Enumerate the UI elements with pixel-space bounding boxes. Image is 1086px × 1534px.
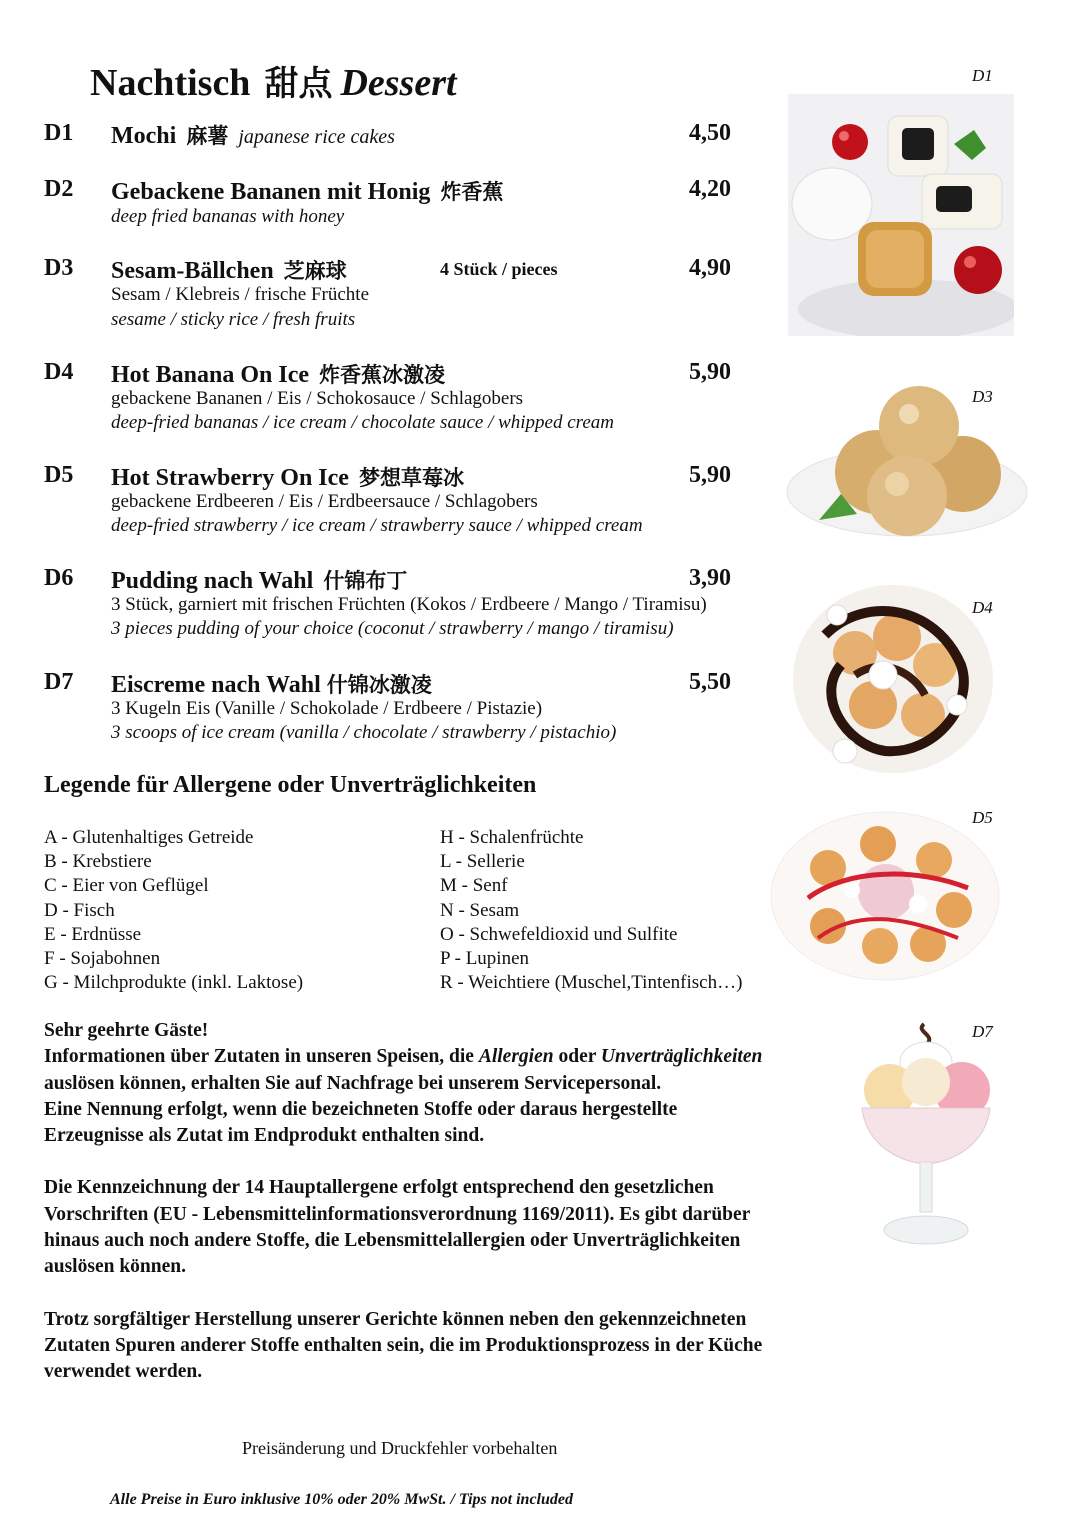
menu-item-d3 [44, 255, 764, 335]
mochi-photo [788, 94, 1014, 336]
disclaimer: Preisänderung und Druckfehler vorbehalten [242, 1438, 558, 1458]
title-de: Nachtisch [90, 62, 251, 104]
notice-paragraph-3: Trotz sorgfältiger Herstellung unserer Gerichte können neben den gekennzeichneten Zutaten Spuren anderer Stoffe enthalten sein, die im Produktionsprozess in der Küche verwendet werden. [44, 1308, 763, 1383]
item-price: 5,90 [689, 462, 731, 488]
menu-item-d2 [44, 176, 764, 236]
title-en: Dessert [340, 62, 457, 104]
photo-label-d5: D5 [972, 808, 993, 827]
item-desc-de: gebackene Bananen / Eis / Schokosauce / Schlagobers [111, 388, 524, 409]
item-code: D5 [44, 462, 74, 488]
item-name-cn: 梦想草莓冰 [358, 466, 464, 490]
item-code: D7 [44, 669, 74, 695]
legend-entry: N - Sesam [440, 899, 520, 921]
title-cn: 甜点 [264, 64, 333, 104]
legend-entry: B - Krebstiere [44, 851, 152, 873]
item-name [111, 120, 395, 150]
item-quantity: 4 Stück / pieces [440, 259, 558, 279]
notice-greeting: Sehr geehrte Gäste! [44, 1020, 209, 1041]
item-desc-de: Sesam / Klebreis / frische Früchte [111, 284, 370, 305]
legend-entry: R - Weichtiere (Muschel,Tintenfisch…) [440, 972, 743, 994]
item-price: 5,90 [689, 359, 731, 385]
item-name [111, 359, 445, 389]
ice-cream-sundae-photo [854, 1012, 999, 1252]
item-code: D2 [44, 176, 74, 202]
item-name-de: Hot Banana On Ice [111, 362, 310, 388]
legend-title: Legende für Allergene oder Unverträglichkeiten [44, 772, 537, 798]
item-desc-en: deep-fried strawberry / ice cream / strawberry sauce / whipped cream [111, 515, 643, 536]
item-desc-de: 3 Stück, garniert mit frischen Früchten (Kokos / Erdbeere / Mango / Tiramisu) [111, 594, 707, 615]
item-name-cn: 炸香蕉冰激凌 [319, 363, 446, 387]
item-name-de: Eiscreme nach Wahl [111, 672, 321, 698]
item-name-cn: 炸香蕉 [440, 180, 504, 204]
item-price: 4,20 [689, 176, 731, 202]
item-desc-de: 3 Kugeln Eis (Vanille / Schokolade / Erdbeere / Pistazie) [111, 698, 543, 719]
notice-text: oder [553, 1046, 601, 1068]
item-desc-en: deep fried bananas with honey [111, 206, 345, 227]
notice-text: auslösen können, erhalten Sie auf Nachfrage bei unserem Servicepersonal. [44, 1072, 662, 1094]
legend-column-right [440, 826, 742, 995]
menu-item-d4 [44, 359, 764, 439]
menu-item-d5 [44, 462, 764, 542]
photo-label-d3: D3 [972, 387, 993, 406]
item-name-cn: 麻薯 [186, 124, 229, 148]
item-desc-en: sesame / sticky rice / fresh fruits [111, 309, 356, 330]
legend-column-left [44, 826, 303, 995]
notice-paragraph-2: Die Kennzeichnung der 14 Hauptallergene erfolgt entsprechend den gesetzlichen Vorschriften (EU - Lebensmittelinformationsverordnung 1169/2011). Es gibt darüber hinaus auch noch andere Stoffe, die Lebensmittelallergien oder Unverträglichkeiten auslösen können. [44, 1177, 750, 1278]
photo-label-d1: D1 [972, 66, 993, 85]
item-name-cn: 什锦布丁 [323, 569, 408, 593]
legend-entry: H - Schalenfrüchte [440, 827, 584, 848]
item-name-cn: 芝麻球 [283, 259, 347, 283]
notice-text: Eine Nennung erfolgt, wenn die bezeichneten Stoffe oder daraus hergestellte Erzeugnisse als Zutat im Endprodukt enthalten sind. [44, 1098, 678, 1147]
menu-item-d1 [44, 120, 764, 160]
item-desc-de: gebackene Erdbeeren / Eis / Erdbeersauce / Schlagobers [111, 491, 538, 512]
item-name [111, 255, 347, 285]
legend-entry: P - Lupinen [440, 948, 530, 970]
page-title [90, 56, 457, 105]
hot-banana-photo [785, 575, 1003, 780]
hot-strawberry-photo [768, 808, 1002, 983]
item-name [111, 565, 407, 595]
legend-entry: D - Fisch [44, 899, 115, 921]
item-code: D3 [44, 255, 74, 281]
item-price: 4,90 [689, 255, 731, 281]
item-name [111, 176, 503, 206]
legend-entry: G - Milchprodukte (inkl. Laktose) [44, 972, 304, 994]
item-name-de: Sesam-Bällchen [111, 258, 274, 284]
legend-entry: F - Sojabohnen [44, 948, 161, 970]
item-name-en: japanese rice cakes [238, 126, 395, 148]
item-name-de: Hot Strawberry On Ice [111, 465, 349, 491]
legend-entry: C - Eier von Geflügel [44, 875, 209, 897]
item-name-cn: 什锦冰激凌 [326, 673, 432, 697]
menu-item-d6 [44, 565, 764, 645]
price-note: Alle Preise in Euro inklusive 10% oder 20% MwSt. / Tips not included [110, 1491, 573, 1508]
allergen-notice [44, 1018, 774, 1412]
item-name [111, 669, 432, 699]
notice-emphasis: Allergien [478, 1046, 554, 1068]
legend-entry: M - Senf [440, 875, 508, 897]
item-name-de: Gebackene Bananen mit Honig [111, 179, 431, 205]
sesame-balls-photo [785, 380, 1030, 550]
item-desc-en: deep-fried bananas / ice cream / chocolate sauce / whipped cream [111, 412, 615, 433]
item-price: 5,50 [689, 669, 731, 695]
item-price: 3,90 [689, 565, 731, 591]
item-name-de: Mochi [111, 123, 177, 149]
legend-entry: O - Schwefeldioxid und Sulfite [440, 923, 678, 945]
menu-item-d7 [44, 669, 764, 749]
photo-label-d7: D7 [972, 1022, 993, 1041]
legend-entry: E - Erdnüsse [44, 923, 142, 945]
item-code: D1 [44, 120, 74, 146]
item-code: D4 [44, 359, 74, 385]
item-name-de: Pudding nach Wahl [111, 568, 314, 594]
item-name [111, 462, 464, 492]
item-desc-en: 3 pieces pudding of your choice (coconut / strawberry / mango / tiramisu) [111, 618, 674, 639]
item-desc-en: 3 scoops of ice cream (vanilla / chocolate / strawberry / pistachio) [111, 722, 617, 743]
notice-text: Informationen über Zutaten in unseren Speisen, die [44, 1046, 479, 1068]
legend-entry: A - Glutenhaltiges Getreide [44, 827, 254, 848]
notice-emphasis: Unverträglichkeiten [600, 1046, 763, 1068]
item-price: 4,50 [689, 120, 731, 146]
legend-entry: L - Sellerie [440, 851, 525, 873]
photo-label-d4: D4 [972, 598, 993, 617]
item-code: D6 [44, 565, 74, 591]
